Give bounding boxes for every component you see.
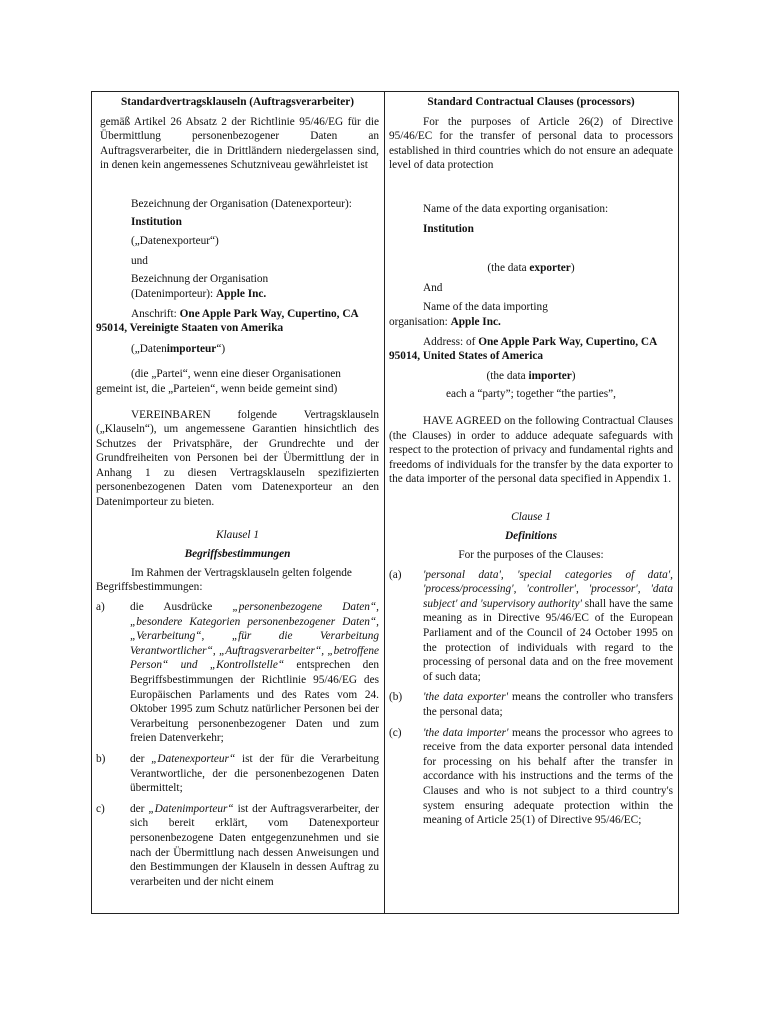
de-importer-name: Apple Inc. [216, 287, 267, 300]
en-definition-list [389, 568, 673, 828]
de-importer-role-pre: („Daten [131, 342, 167, 355]
de-definition-label: b) [96, 752, 106, 765]
en-exporter-role-post: ) [570, 262, 575, 275]
de-exporter-role: („Datenexporteur“) [131, 235, 219, 248]
de-title: Standardvertragsklauseln (Auftragsverarbeiter) [120, 96, 355, 108]
en-and: And [423, 281, 443, 294]
de-definition-list [96, 600, 379, 889]
de-importer-role [96, 342, 379, 357]
de-importer-label: Bezeichnung der Organisation (Datenimporteur): [131, 273, 269, 300]
en-definition-body: means the controller who transfers the personal data; [423, 691, 673, 718]
english-column [385, 92, 678, 913]
en-definition-item [389, 726, 673, 828]
en-exporter-role-bold: exporter [529, 262, 571, 275]
en-importer-name: Apple Inc. [450, 315, 501, 328]
german-column [92, 92, 385, 913]
en-importer-block [389, 300, 673, 329]
de-importer-block [96, 272, 379, 301]
en-definition-body: means the processor who agrees to receive from the data exporter personal data intended for processing on his behalf after the transfer in accordance with his instructions and the terms of the Clauses and who is not subject to a third country's system ensuring adequate protection within the meaning of Article 25(1) of Directive 95/46/EC; [423, 726, 673, 827]
en-importer-role-post: ) [571, 369, 576, 382]
de-definition-text [130, 752, 379, 796]
de-and: und [131, 254, 148, 267]
en-definition-label: (a) [389, 568, 402, 581]
en-parties: each a “party”; together “the parties”, [446, 388, 616, 401]
de-address [96, 307, 379, 336]
en-importer-label: Name of the data importing organisation: [389, 301, 548, 328]
en-definition-text [423, 690, 673, 719]
en-address-label: Address: of [423, 335, 476, 348]
en-exporter-role-pre: (the data [487, 262, 530, 275]
de-definition-text [130, 600, 379, 746]
en-definition-body: shall have the same meaning as in Directive 95/46/EC of the European Parliament and of the Council of 24 October 1995 on the protection of individuals with regard to the processing of personal data and on the free movement of such data; [423, 597, 673, 683]
de-definition-term: „personenbezogene Daten“, „besondere Kategorien personenbezogener Daten“, „Verarbeitung“, „für die Verarbeitung Verantwortlicher“, „Auftragsverarbeiter“, „betroffene Person“ und „Kontrollstelle“ [130, 601, 379, 672]
en-address [389, 335, 673, 364]
de-definition-body: entsprechen den Begriffsbestimmungen der Richtlinie 95/46/EG des Europäischen Parlaments und des Rates vom 24. Oktober 1995 zum Schutz natürlicher Personen bei der Verarbeitung personenbezogener Daten und zum freien Datenverkehr; [130, 659, 379, 745]
de-definition-prefix: der [130, 752, 152, 765]
en-clause-title: Definitions [504, 530, 558, 543]
de-definition-body: ist der für die Verarbeitung Verantwortliche, der die personenbezogenen Daten übermittelt; [130, 752, 379, 795]
de-definition-prefix: der [130, 802, 149, 815]
de-exporter-label: Bezeichnung der Organisation (Datenexporteur): [131, 197, 352, 210]
en-definition-term: 'personal data', 'special categories of data', 'process/processing', 'controller', 'processor', 'data subject' and 'supervisory authority' [423, 568, 673, 610]
en-exporter-label: Name of the data exporting organisation: [423, 202, 609, 215]
en-intro: For the purposes of Article 26(2) of Directive 95/46/EC for the transfer of personal data to processors established in third countries which do not ensure an adequate level of data protection [389, 115, 673, 172]
de-definition-label: a) [96, 601, 105, 614]
de-importer-role-post: “) [216, 342, 226, 355]
de-agreed: VEREINBAREN folgende Vertragsklauseln („Klauseln“), um angemessene Garantien hinsichtlich des Schutzes der Privatsphäre, der Grundrechte und der Grundfreiheiten von Personen bei der Übermittlung der in Anhang 1 zu diesen Vertragsklauseln spezifizierten personenbezogenen Daten vom Datenexporteur an den Datenimporteur zu bieten. [96, 408, 379, 509]
de-definition-item [96, 600, 379, 746]
de-definition-term: „Datenexporteur“ [151, 752, 236, 765]
en-definition-text [423, 568, 673, 685]
de-definition-item [96, 752, 379, 796]
de-definition-term: „Datenimporteur“ [148, 802, 234, 815]
en-definition-term: 'the data importer' [423, 726, 509, 739]
de-definition-prefix: die Ausdrücke [130, 601, 233, 614]
en-importer-role-bold: importer [528, 369, 572, 382]
en-definition-item [389, 568, 673, 685]
de-importer-role-bold: importeur [166, 342, 217, 355]
en-importer-role-pre: (the data [486, 369, 529, 382]
en-exporter-name: Institution [423, 222, 474, 235]
de-intro: gemäß Artikel 26 Absatz 2 der Richtlinie 95/46/EG für die Übermittlung personenbezogener Daten an Auftragsverarbeiter, die in Drittländern niedergelassen sind, in denen kein angemessenes Schutzniveau gewährleistet ist [100, 115, 379, 172]
en-definition-term: 'the data exporter' [423, 691, 509, 704]
en-exporter-role [389, 261, 673, 276]
de-exporter-name: Institution [131, 215, 182, 228]
de-address-label: Anschrift: [131, 307, 177, 320]
en-title: Standard Contractual Clauses (processors) [427, 96, 635, 108]
en-address-value: One Apple Park Way, Cupertino, CA 95014, United States of America [389, 335, 657, 363]
de-definition-item [96, 802, 379, 890]
de-definition-label: c) [96, 802, 105, 815]
en-importer-role [389, 369, 673, 384]
en-clause-intro: For the purposes of the Clauses: [458, 549, 604, 562]
en-clause-number: Clause 1 [511, 510, 551, 523]
en-definition-text [423, 726, 673, 828]
de-parties: (die „Partei“, wenn eine dieser Organisationen gemeint ist, die „Parteien“, wenn beide gemeint sind) [96, 368, 341, 395]
de-clause-title: Begriffsbestimmungen [184, 548, 291, 561]
de-clause-intro: Im Rahmen der Vertragsklauseln gelten folgende Begriffsbestimmungen: [96, 566, 352, 594]
contract-table [91, 91, 679, 914]
de-definition-text [130, 802, 379, 890]
de-definition-body: ist der Auftragsverarbeiter, der sich bereit erklärt, vom Datenexporteur personenbezogene Daten entgegenzunehmen und sie nach der Übermittlung nach dessen Anweisungen und den Bestimmungen der Klauseln in dessen Auftrag zu verarbeiten und der nicht einem [130, 802, 380, 888]
de-clause-number: Klausel 1 [216, 528, 259, 541]
de-address-value: One Apple Park Way, Cupertino, CA 95014, Vereinigte Staaten von Amerika [96, 307, 359, 335]
en-definition-label: (c) [389, 726, 402, 739]
en-definition-item [389, 690, 673, 719]
en-agreed: HAVE AGREED on the following Contractual Clauses (the Clauses) in order to adduce adequate safeguards with respect to the protection of privacy and fundamental rights and freedoms of individuals for the transfer by the data exporter to the data importer of the personal data specified in Appendix 1. [389, 414, 673, 486]
en-definition-label: (b) [389, 691, 403, 704]
